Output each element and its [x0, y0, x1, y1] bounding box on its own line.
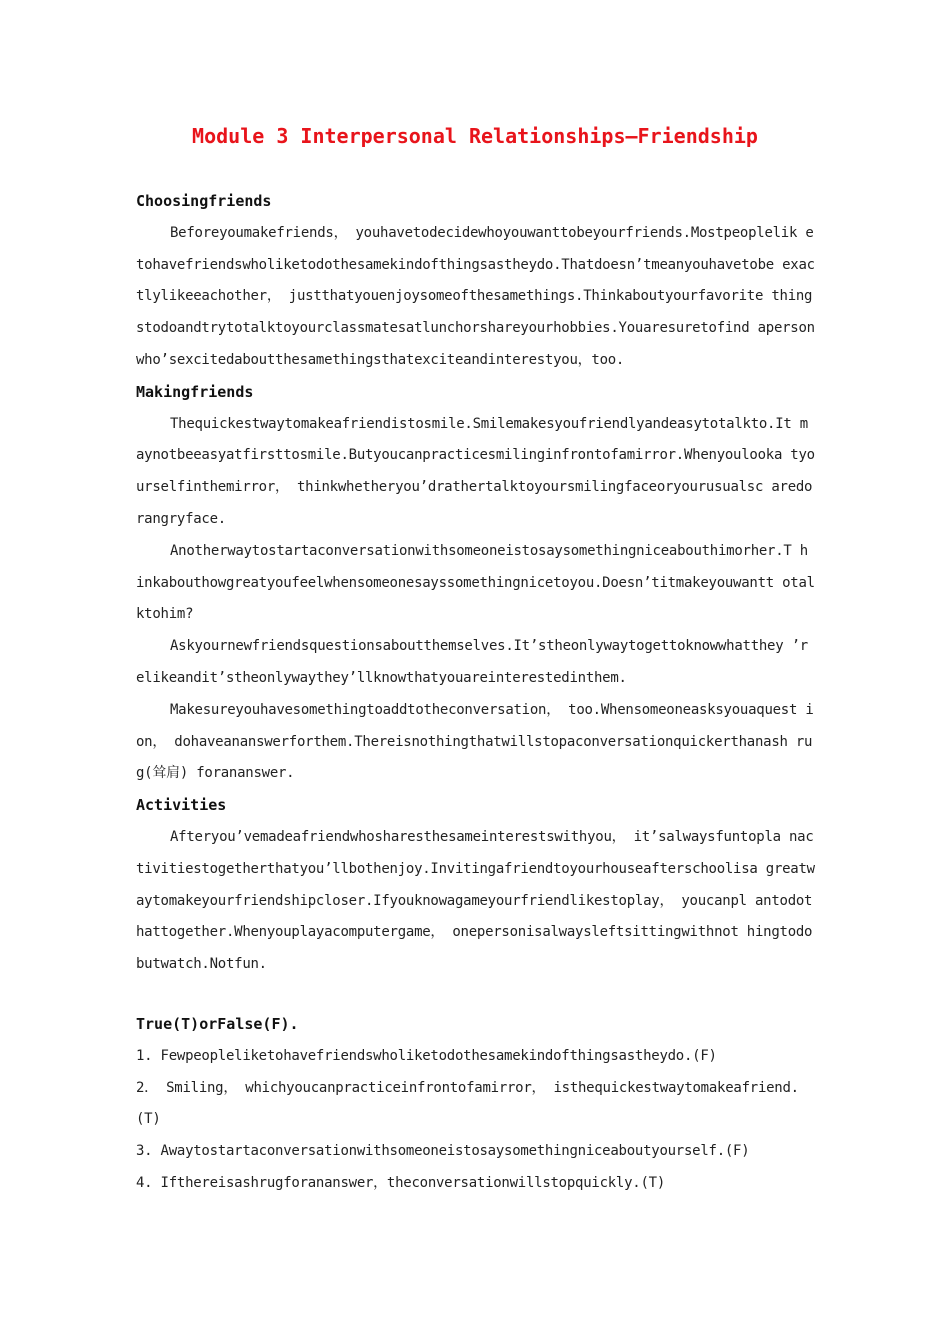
document-body	[136, 186, 816, 1200]
exercise-item: 3. Awaytostartaconversationwithsomeoneistosaysomethingniceaboutyourself.(F)	[136, 1143, 750, 1160]
exercise-section	[136, 1009, 816, 1200]
section-activities	[136, 790, 816, 981]
section-heading: Activities	[136, 796, 227, 815]
paragraph: Anotherwaytostartaconversationwithsomeoneistosaysomethingniceabouthimorher.T hinkabouthowgreatyoufeelwhensomeonesayssomethingnicetoyou.Doesn’titmakeyouwantt otalktohim?	[136, 542, 815, 623]
section-heading: Makingfriends	[136, 382, 254, 401]
section-heading: Choosingfriends	[136, 192, 272, 210]
exercise-item: 2． Smiling， whichyoucanpracticeinfrontofamirror， isthequickestwaytomakeafriend.(T)	[136, 1079, 799, 1128]
paragraph: Thequickestwaytomakeafriendistosmile.Smilemakesyoufriendlyandeasytotalkto.It maynotbeeasyatfirsttosmile.Butyoucanpracticesmilinginfrontofamirror.Whenyoulooka tyourselfinthemirror， thinkwhetheryou’drathertalktoyoursmilingfaceoryourusualsc aredorangryface.	[136, 415, 815, 527]
paragraph: Makesureyouhavesomethingtoaddtotheconversation， too.Whensomeoneasksyouaquest ion， dohaveananswerforthem.Thereisnothingthatwillstopaconversationquickerthanash rug(耸肩) forananswer.	[136, 701, 814, 782]
section-choosing-friends	[136, 186, 816, 377]
paragraph: Askyournewfriendsquestionsaboutthemselves.It’stheonlywaytogettoknowwhatthey ’relikeandit’stheonlywaythey’llknowthatyouareinterestedinthem.	[136, 638, 808, 686]
paragraph: Afteryou’vemadeafriendwhosharesthesameinterestswithyou， it’salwaysfuntopla nactivitiestogetherthatyou’llbothenjoy.Invitingafriendtoyourhouseafterschoolisa greatwaytomakeyourfriendshipcloser.Ifyouknowagameyourfriendlikestoplay， youcanpl antodothattogether.Whenyouplayacomputergame， onepersonisalwaysleftsittingwithnot hingtodobutwatch.Notfun.	[136, 828, 815, 973]
page-title: Module 3 Interpersonal Relationships—Friendship	[192, 124, 758, 148]
spacer	[136, 981, 816, 1009]
exercise-heading: True(T)orFalse(F).	[136, 1014, 299, 1033]
exercise-item: 4. Ifthereisashrugforananswer，theconversationwillstopquickly.(T)	[136, 1174, 666, 1191]
section-making-friends	[136, 377, 816, 790]
paragraph: Beforeyoumakefriends， youhavetodecidewhoyouwanttobeyourfriends.Mostpeoplelik etohavefriendswholiketodothesamekindofthingsastheydo.Thatdoesn’tmeanyouhavetobe exactlylikeeachother， justthatyouenjoysomeofthesamethings.Thinkaboutyourfavorite thingstodoandtrytotalktoyourclassmatesatlunchorshareyourhobbies.Youaresuretofind apersonwho’sexcitedaboutthesamethingsthatexciteandinterestyou，too.	[136, 224, 815, 368]
exercise-item: 1. Fewpeopleliketohavefriendswholiketodothesamekindofthingsastheydo.(F)	[136, 1047, 717, 1064]
